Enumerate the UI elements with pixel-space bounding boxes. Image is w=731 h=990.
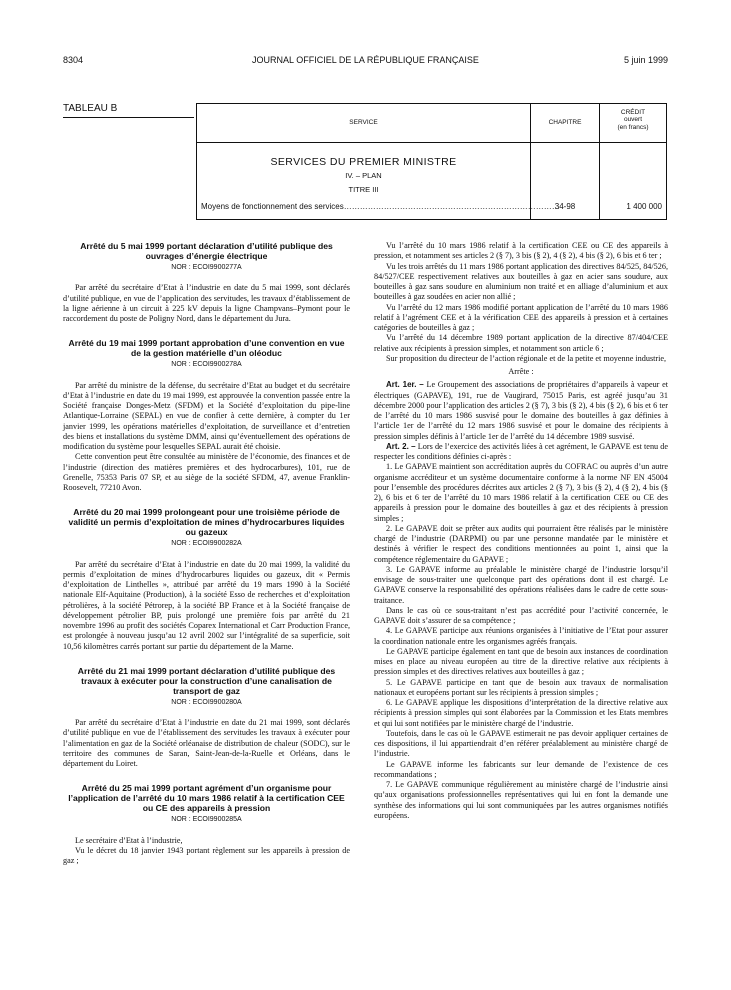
left-column [63,241,350,866]
visa-paragraph: Vu les trois arrêtés du 11 mars 1986 portant application des directives 84/525, 84/526, 84/527/CEE respectivement relatives aux bouteilles à gaz en acier sans soudure, aux bouteilles à gaz sans soudure en aluminium non traité et en alliage d’aluminium et aux bouteilles à gaz soudées en acier non allié ; [374,261,668,302]
nor-reference: NOR : ECOI9900277A [171,264,242,271]
nor-reference: NOR : ECOI9900278A [171,361,242,369]
condition-item: Dans le cas où ce sous-traitant n’est pas accrédité pour l’activité concernée, le GAPAVE doit s’assurer de sa compétence ; [374,605,668,625]
nor-reference: NOR : ECOI9900282A [171,540,242,548]
page-number: 8304 [63,55,84,65]
article-gap [63,769,350,783]
article-paragraph: Par arrêté du ministre de la défense, du secrétaire d’Etat au budget et du secrétaire d’Etat à l’industrie en date du 19 mai 1999, est approuvée la convention passée entre la Société française Donges-Metz (SFDM) et la Société d’exploitation du pipe-line Atlantique-Lorraine (SEPAL) en vue de confier à cette dernière, à compter du 1er janvier 1999, les opérations matérielles d’exploitation, de surveillance et d’entretien des biens et installations du système DMM, ainsi qu’éventuellement des opérations de modification du système pour lesquelles SEPAL aurait été choisie. [63,380,350,451]
article-paragraph: Le secrétaire d’Etat à l’industrie, [75,835,183,845]
right-column [374,241,668,821]
nor-reference: NOR : ECOI9900285A [171,816,242,824]
article-title: Arrêté du 21 mai 1999 portant déclaration d’utilité publique des travaux à exécuter pour la construction d’une canalisation de transport de gaz [77,665,336,696]
header-credit-line: ouvert [623,116,643,124]
table-row-label: Moyens de fonctionnement des services……………………………………………………………………… [201,202,560,211]
visa-paragraph: Vu l’arrêté du 12 mars 1986 modifié portant application de l’arrêté du 10 mars 1986 relatif à l’agrément CEE et à la vérification CEE des appareils à pression et à certaines catégories de bouteilles à gaz ; [374,302,668,332]
header-chapitre: CHAPITRE [548,119,582,126]
article-paragraph: Vu le décret du 18 janvier 1943 portant règlement sur les appareils à pression de gaz ; [63,845,350,865]
table-row-chapitre: 34-98 [554,202,576,211]
article-label: Art. 2. – [386,441,416,451]
condition-item: 1. Le GAPAVE maintient son accréditation auprès du COFRAC ou auprès d’un autre organisme accréditeur et un système documentaire conforme à la norme NF EN 45004 pour l’ensemble des procédures décrites aux articles 2 (§ 7), 3 bis (§ 2), 4 (§ 2), 4 bis (§ 2), 6 bis et 6 ter de l’arrêté du 10 mars 1986 relatif à la certification CEE ou CE des appareils à pression pour le domaine des bouteilles à gaz et des récipients à pression simples ; [374,462,668,523]
condition-item: 5. Le GAPAVE participe en tant que de besoin aux travaux de normalisation nationaux et européens portant sur les récipients à pression simples ; [374,677,668,697]
article-title: Arrêté du 20 mai 1999 prolongeant pour une troisième période de validité un permis d’exploitation de mines d’hydrocarbures liquides ou gazeux [68,507,345,538]
article-title: Arrêté du 5 mai 1999 portant déclaration d’utilité publique des ouvrages d’énergie électrique [80,241,333,261]
article-title: Arrêté du 25 mai 1999 portant agrément d’un organisme pour l’application de l’arrêté du 10 mars 1986 relatif à la certification CEE ou CE des appareils à pression [68,783,345,814]
journal-title: JOURNAL OFFICIEL DE LA RÉPUBLIQUE FRANÇAISE [252,55,479,65]
tableau-label: TABLEAU B [63,103,118,114]
nor-reference: NOR : ECOI9900280A [171,698,242,706]
header-service: SERVICE [349,119,378,126]
section-title: IV. – PLAN [345,171,382,180]
article-paragraph: Par arrêté du secrétaire d’Etat à l’industrie en date du 20 mai 1999, la validité du permis d’exploitation de mines d’hydrocarbures liquides ou gazeux, dit « Permis d’exploitation de Linthelles », attribué par arrêté du 19 mars 1990 à la Société nationale Elf-Aquitaine (Production), à la société Esso de recherches et d’exploitation pétrolières, à la société Pétrorep, à la société BP France et à la Société française de développement pétrolier BP, puis prolongé une première fois par arrêté du 21 novembre 1996 au profit des sociétés Coparex International et Carr Production France, est prolongée à nouveau jusqu’au 12 avril 2002 sur l’intégralité de sa superficie, soit 10,56 kilomètres carrés portant sur partie du département de la Marne. [63,559,350,651]
condition-item: 6. Le GAPAVE applique les dispositions d’interprétation de la directive relative aux récipients à pression simples qui sont élaborées par la Commission et les Etats membres et qui lui sont notifiées par le ministère chargé de l’industrie. [374,698,668,728]
table-header-rule [197,142,666,143]
issue-date: 5 juin 1999 [623,55,668,65]
article-gap [63,652,350,666]
titre-label: TITRE III [348,185,379,194]
arrete-heading: Arrête : [508,367,534,376]
condition-item: 3. Le GAPAVE informe au préalable le ministère chargé de l’industrie lorsqu’il envisage de sous-traiter une quelconque part des opérations dont il est chargé. Le GAPAVE conserve la responsabilité des opérations réalisées dans le cadre de cette sous-traitance. [374,564,668,605]
condition-item: 2. Le GAPAVE doit se prêter aux audits qui pourraient être réalisés par le ministère chargé de l’industrie (DARPMI) ou par une personne mandatée par le ministère et destinés à vérifier le respect des conditions mentionnées au point 1, ainsi que la compétence réglementaire du GAPAVE ; [374,523,668,564]
article-paragraph: Par arrêté du secrétaire d’Etat à l’industrie en date du 21 mai 1999, sont déclarés d’utilité publique en vue de l’établissement des servitudes les travaux à exécuter pour l’alimentation en gaz de la Société orléanaise de distribution de chaleur (SODC), sur le territoire des communes de Saran, Saint-Jean-de-la-Ruelle et Orléans, dans le département du Loiret. [63,718,350,768]
article-paragraph: Par arrêté du secrétaire d’Etat à l’industrie en date du 5 mai 1999, sont déclarés d’utilité publique, en vue de l’application des servitudes, les travaux d’établissement de la ligne aérienne à un circuit à 225 kV depuis la ligne Champvans–Pymont pour le raccordement du poste de Poligny Nord, dans le département du Jura. [63,283,350,323]
article-gap [63,324,350,338]
header-credit [600,109,666,131]
header-credit-line: (en francs) [617,123,649,131]
article-title: Arrêté du 19 mai 1999 portant approbation d’une convention en vue de la gestion matérielle d’un oléoduc [68,338,345,359]
condition-item: Le GAPAVE participe également en tant que de besoin aux instances de coordination mises en place au niveau européen au titre de la directive relative aux récipients à pression simples et des directives relatives aux bouteilles à gaz ; [374,646,668,677]
article-label: Art. 1er. – [386,380,424,390]
condition-item: 4. Le GAPAVE participe aux réunions organisées à l’initiative de l’Etat pour assurer la coordination nationale entre les organismes agréés français. [374,626,668,646]
tableau-label-rule [63,117,194,118]
visa-paragraph: Vu l’arrêté du 14 décembre 1989 portant application de la directive 87/404/CEE relative aux récipients à pression simples, et notamment son article 6 ; [374,333,668,353]
article-gap [63,493,350,507]
article-2: Art. 2. – Lors de l’exercice des activités liées à cet agrément, le GAPAVE est tenu de respecter les conditions définies ci-après : [374,441,669,461]
condition-item: Toutefois, dans le cas où le GAPAVE estimerait ne pas devoir appliquer certaines de ces dispositions, il lui appartiendrait d’en référer préalablement au ministère chargé de l’industrie. [374,728,668,759]
ministry-title: SERVICES DU PREMIER MINISTRE [270,156,457,168]
credit-table [196,103,667,220]
table-row-credit: 1 400 000 [626,202,662,211]
visa-paragraph: Sur proposition du directeur de l’action régionale et de la petite et moyenne industrie, [386,353,667,363]
condition-item: 7. Le GAPAVE communique régulièrement au ministère chargé de l’industrie ainsi qu’aux organisations professionnelles représentatives qui lui en font la demande une synthèse des informations qui lui sont communiquées par les autres organismes notifiés européens. [374,780,668,820]
visa-paragraph: Vu l’arrêté du 10 mars 1986 relatif à la certification CEE ou CE des appareils à pression, et notamment ses articles 2 (§ 7), 3 bis (§ 2), 4 (§ 2), 4 bis (§ 2), 6 bis et 6 ter ; [374,241,668,261]
condition-item: Le GAPAVE informe les fabricants sur leur demande de l’existence de ces recommandations ; [374,759,668,779]
header-credit-line: CRÉDIT [620,109,646,116]
article-paragraph: Cette convention peut être consultée au ministère de l’économie, des finances et de l’industrie (direction des matières premières et des hydrocarbures), 101, rue de Grenelle, 75353 Paris 07 SP, et au siège de la société SFDM, 47, avenue Franklin-Roosevelt, 77210 Avon. [63,452,350,492]
article-1: Art. 1er. – Le Groupement des associations de propriétaires d’appareils à vapeur et électriques (GAPAVE), 191, rue de Vaugirard, 75015 Paris, est agréé jusqu’au 31 décembre 2000 pour l’application des articles 2 (§ 7), 3 bis (§ 2), 4 bis (§ 2), 6 bis et 6 ter de l’arrêté du 10 mars 1986 susvisé pour le domaine des bouteilles à gaz définies à l’article 1er de l’arrêté du 12 mars 1986 susvisé et pour le domaine des récipients à pression simples définis à l’article 1er de l’arrêté du 14 décembre 1989 susvisé. [374,380,669,441]
